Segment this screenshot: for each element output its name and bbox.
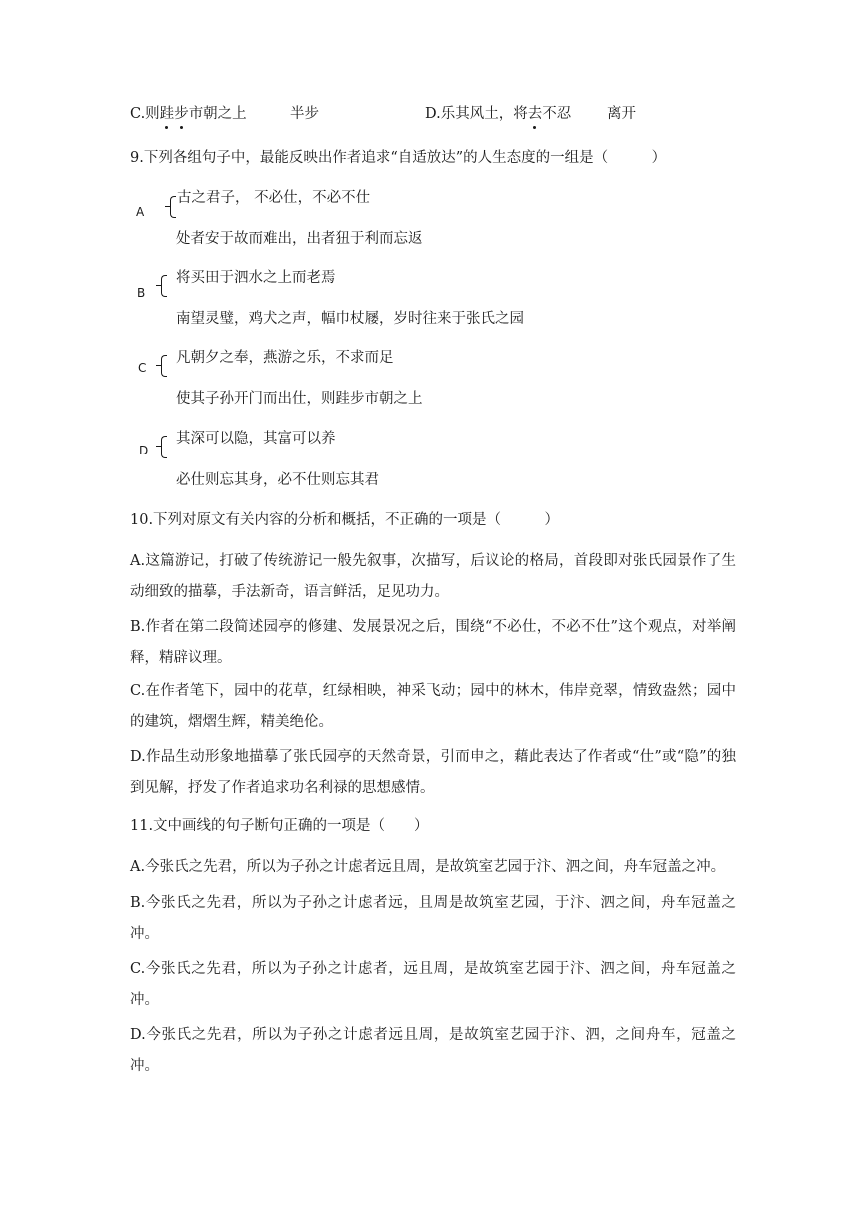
q11-option-b: B.今张氏之先君，所以为子孙之计虑者远，且周是故筑室艺园，于汴、泗之间，舟车冠盖之冲。 [130, 895, 736, 942]
q11-option-d: D.今张氏之先君，所以为子孙之计虑者远且周，是故筑室艺园于汴、泗，之间舟车，冠盖之冲。 [130, 1027, 736, 1074]
q9-option-letter-b: B [137, 286, 146, 300]
q10-option-d: D.作品生动形象地描摹了张氏园亭的天然奇景，引而申之，藉此表达了作者或“仕”或“隐”的独到见解，抒发了作者追求功名利禄的思想感情。 [130, 749, 736, 796]
q9-option-c-line1: 凡朝夕之奉，燕游之乐，不求而足 [176, 350, 394, 366]
prev-option-c [130, 104, 247, 124]
brace-icon [156, 365, 161, 366]
brace-icon [165, 206, 170, 207]
q11-option-a: A.今张氏之先君，所以为子孙之计虑者远且周，是故筑室艺园于汴、泗之间，舟车冠盖之冲。 [130, 859, 726, 875]
prev-option-d-rest: 不忍 [542, 106, 572, 122]
q9-option-a-line2: 处者安于故而难出，出者狃于利而忘返 [176, 231, 423, 247]
q9-option-letter-c: C [138, 361, 147, 375]
q9-stem: 9.下列各组句子中，最能反映出作者追求“自适放达”的人生态度的一组是（ ） [130, 150, 667, 166]
q9-option-a-line1: 古之君子， 不必仕，不必不仕 [177, 190, 371, 206]
brace-icon [170, 196, 176, 218]
q9-option-b-line2: 南望灵璧，鸡犬之声，幅巾杖屦，岁时往来于张氏之园 [176, 311, 524, 327]
brace-icon [161, 436, 167, 458]
brace-icon [161, 275, 167, 297]
brace-icon [156, 285, 161, 286]
q10-stem: 10.下列对原文有关内容的分析和概括，不正确的一项是（ ） [130, 512, 560, 528]
emphasis-char: 去 [527, 106, 543, 122]
q9-option-letter-d: D [139, 444, 149, 454]
prev-option-c-rest: 市朝之上 [188, 106, 247, 122]
q9-option-letter-a: A [136, 205, 145, 219]
prev-option-c-prefix: C.则 [130, 106, 160, 122]
emphasis-char: 步 [174, 106, 189, 122]
q10-option-c: C.在作者笔下，园中的花草，红绿相映，神采飞动；园中的林木，伟岸竞翠，情致盎然；园中的建筑，熠熠生辉，精美绝伦。 [130, 683, 736, 730]
prev-option-c-meaning: 半步 [290, 106, 319, 122]
brace-icon [161, 355, 167, 377]
q9-option-c-line2: 使其子孙开门而出仕，则跬步市朝之上 [176, 391, 423, 407]
q10-option-b: B.作者在第二段简述园亭的修建、发展景况之后，围绕“不必仕，不必不仕”这个观点，对举阐释，精辟议理。 [130, 619, 736, 666]
prev-option-d-prefix: D.乐其风土，将 [425, 106, 528, 122]
q9-option-b-line1: 将买田于泗水之上而老焉 [176, 270, 336, 286]
q9-option-d-line2: 必仕则忘其身，必不仕则忘其君 [176, 472, 379, 488]
q11-stem: 11.文中画线的句子断句正确的一项是（ ） [130, 818, 429, 834]
q10-option-a: A.这篇游记，打破了传统游记一般先叙事，次描写，后议论的格局，首段即对张氏园景作了生动细致的描摹，手法新奇，语言鲜活，足见功力。 [130, 553, 736, 600]
brace-icon [156, 446, 161, 447]
prev-option-d [425, 104, 571, 124]
q9-option-d-line1: 其深可以隐，其富可以养 [176, 431, 336, 447]
emphasis-char: 跬 [159, 106, 175, 122]
prev-option-d-meaning: 离开 [607, 106, 636, 122]
q11-option-c: C.今张氏之先君，所以为子孙之计虑者，远且周，是故筑室艺园于汴、泗之间，舟车冠盖之冲。 [130, 961, 736, 1008]
